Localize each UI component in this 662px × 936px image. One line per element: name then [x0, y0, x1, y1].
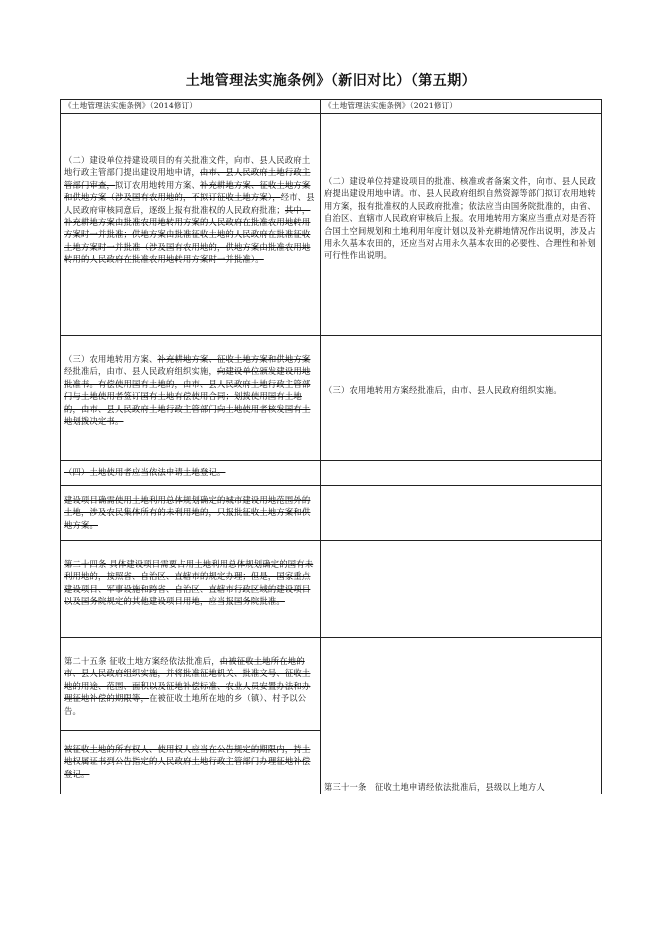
- new-clause-cell: [321, 384, 601, 414]
- old-clause-cell: [61, 655, 320, 725]
- old-clause-cell: [61, 494, 320, 536]
- new-clause-cell: [321, 466, 601, 481]
- row-divider: [320, 460, 602, 461]
- deleted-text-segment: 由市、县人民政府土地行政主管部门审查，: [64, 167, 311, 190]
- deleted-text-segment: 补充耕地方案、征收土地方案和供地方案: [157, 354, 311, 364]
- new-clause-cell: [321, 655, 601, 656]
- deleted-text-segment: 向建设单位颁发建设用地批准书。有偿使用国有土地的，由市、县人民政府土地行政主管部门与土地使用者签订国有土地有偿使用合同；划拨使用国有土地的，由市、县人民政府土地行政主管部门向土地使用者核发国有土地划拨决定书。: [64, 366, 311, 427]
- text-segment: （二）建设单位持建设项目的批准、核准或者备案文件，向市、县人民政府提出建设用地申请。市、县人民政府组织自然资源等部门拟订农用地转用方案，报有批准权的人民政府批准；依法应当由国务院批准的，由省、自治区、直辖市人民政府审核后上报。农用地转用方案应当重点对是否符合国土空间规划和土地利用年度计划以及补充耕地情况作出说明，涉及占用永久基本农田的，还应当对占用永久基本农田的必要性、合理性和补划可行性作出说明。: [324, 176, 596, 261]
- deleted-text-segment: 补充耕地方案、征收土地方案和供地方案（涉及国有农用地的，不拟订征收土地方案），: [64, 179, 311, 203]
- text-segment: （三）农用地转用方案经批准后，由市、县人民政府组织实施。: [324, 385, 562, 395]
- old-clause-cell: [61, 558, 320, 628]
- deleted-text-segment: 建设项目确需使用土地利用总体规划确定的城市建设用地范围外的土地，涉及农民集体所有的未利用地的，只报批征收土地方案和供地方案。: [64, 495, 311, 530]
- table-border-right: [601, 99, 602, 794]
- new-clause-cell: [321, 494, 601, 536]
- header-divider: [60, 113, 602, 114]
- text-segment: 经批准后，由市、县人民政府组织实施，: [64, 366, 217, 377]
- new-clause-cell: [321, 781, 601, 794]
- text-segment: 经市、县人民政府审核同意后，逐级上报有批准权的人民政府批准；: [64, 192, 315, 215]
- old-clause-cell: [61, 154, 320, 314]
- old-version-header: 《土地管理法实施条例》（2014修订）: [64, 101, 198, 110]
- text-segment: （三）农用地转用方案、: [64, 354, 158, 364]
- row-divider: [320, 637, 602, 638]
- row-divider: [60, 460, 321, 461]
- row-divider: [60, 335, 321, 336]
- deleted-text-segment: 其中，补充耕地方案由批准农用地转用方案的人民政府在批准农用地转用方案时一并批准；供地方案由批准征收土地的人民政府在批准征收土地方案时一并批准（涉及国有农用地的，供地方案由批准农用地转用的人民政府在批准农用地转用方案时一并批准）。: [64, 204, 311, 265]
- text-segment: 在被征收土地所在地的乡（镇）、村予以公告。: [64, 693, 307, 716]
- row-divider: [60, 540, 321, 541]
- document-title: 土地管理法实施条例》（新旧对比）（第五期）: [185, 73, 477, 89]
- text-segment: 第二十五条 征收土地方案经依法批准后，: [64, 656, 220, 666]
- new-clause-cell: [321, 558, 601, 628]
- old-clause-cell: [61, 743, 320, 785]
- text-segment: 第三十一条 征收土地申请经依法批准后，县级以上地方人: [324, 782, 545, 792]
- old-clause-cell: [61, 466, 320, 481]
- comparison-table: [60, 99, 602, 794]
- deleted-text-segment: （四）土地使用者应当依法申请土地登记。: [64, 467, 226, 477]
- deleted-text-segment: 由被征收土地所在地的市、县人民政府组织实施，并将批准征地机关、批准文号、征收土地的用途、范围、面积以及征地补偿标准、农业人员安置办法和办理征地补偿的期限等，: [64, 656, 311, 704]
- new-clause-cell: [321, 175, 601, 295]
- row-divider: [320, 540, 602, 541]
- row-divider: [320, 335, 602, 336]
- row-divider: [320, 485, 602, 486]
- old-clause-cell: [61, 353, 320, 451]
- deleted-text-segment: 第二十四条 具体建设项目需要占用土地利用总体规划确定的国有未利用地的，按照省、自治区、直辖市的规定办理；但是，国家重点建设项目、军事设施和跨省、自治区、直辖市行政区域的建设项目以及国务院规定的其他建设项目用地，应当报国务院批准。: [64, 559, 314, 607]
- deleted-text-segment: 被征收土地的所有权人、使用权人应当在公告规定的期限内，持土地权属证书到公告指定的人民政府土地行政主管部门办理征地补偿登记。: [64, 744, 311, 779]
- text-segment: 拟订农用地转用方案、: [114, 179, 200, 190]
- row-divider: [60, 730, 321, 731]
- new-version-header: 《土地管理法实施条例》（2021修订）: [324, 101, 458, 110]
- text-segment: （二）建设单位持建设项目的有关批准文件，向市、县人民政府土地行政主管部门提出建设用地申请，: [64, 155, 311, 178]
- row-divider: [60, 637, 321, 638]
- row-divider: [60, 485, 321, 486]
